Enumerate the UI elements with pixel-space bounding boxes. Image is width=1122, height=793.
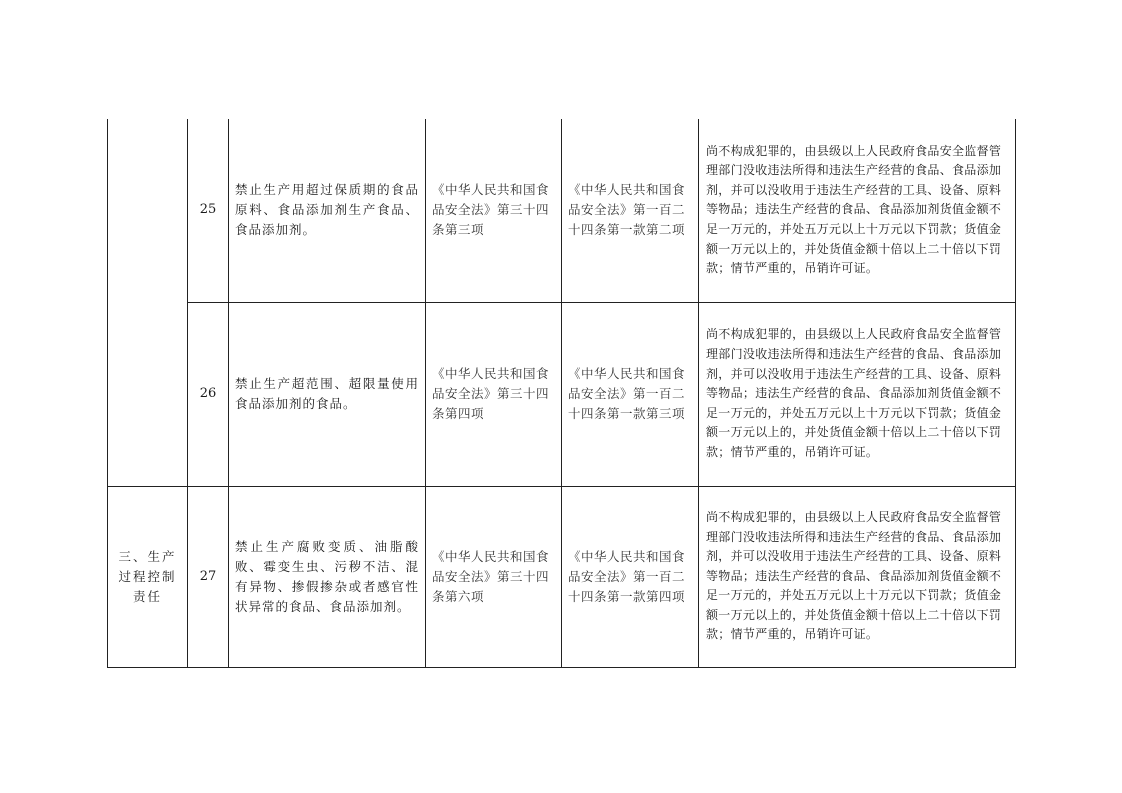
legal-basis: 《中华人民共和国食品安全法》第三十四条第六项 (426, 486, 562, 667)
penalty-text: 尚不构成犯罪的，由县级以上人民政府食品安全监督管理部门没收违法所得和违法生产经营的食品、食品添加剂，并可以没收用于违法生产经营的工具、设备、原料等物品；违法生产经营的食品、食品添加剂货值金额不足一万元的，并处五万元以上十万元以下罚款；货值金额一万元以上的，并处货值金额十倍以上二十倍以下罚款；情节严重的，吊销许可证。 (699, 119, 1016, 302)
penalty-basis: 《中华人民共和国食品安全法》第一百二十四条第一款第二项 (562, 119, 699, 302)
table-row (108, 302, 1016, 486)
duty-content: 禁止生产超范围、超限量使用食品添加剂的食品。 (229, 302, 426, 486)
penalty-text: 尚不构成犯罪的，由县级以上人民政府食品安全监督管理部门没收违法所得和违法生产经营的食品、食品添加剂，并可以没收用于违法生产经营的工具、设备、原料等物品；违法生产经营的食品、食品添加剂货值金额不足一万元的，并处五万元以上十万元以下罚款；货值金额一万元以上的，并处货值金额十倍以上二十倍以下罚款；情节严重的，吊销许可证。 (699, 302, 1016, 486)
duty-content: 禁止生产腐败变质、油脂酸败、霉变生虫、污秽不洁、混有异物、掺假掺杂或者感官性状异常的食品、食品添加剂。 (229, 486, 426, 667)
item-number: 27 (188, 486, 229, 667)
table-row (108, 486, 1016, 667)
item-number: 25 (188, 119, 229, 302)
table-row (108, 119, 1016, 302)
item-number: 26 (188, 302, 229, 486)
penalty-basis: 《中华人民共和国食品安全法》第一百二十四条第一款第四项 (562, 486, 699, 667)
duty-content: 禁止生产用超过保质期的食品原料、食品添加剂生产食品、食品添加剂。 (229, 119, 426, 302)
category-cell-empty (108, 119, 188, 486)
penalty-basis: 《中华人民共和国食品安全法》第一百二十四条第一款第三项 (562, 302, 699, 486)
legal-basis: 《中华人民共和国食品安全法》第三十四条第三项 (426, 119, 562, 302)
category-cell: 三、生产过程控制责任 (108, 486, 188, 667)
penalty-text: 尚不构成犯罪的，由县级以上人民政府食品安全监督管理部门没收违法所得和违法生产经营的食品、食品添加剂，并可以没收用于违法生产经营的工具、设备、原料等物品；违法生产经营的食品、食品添加剂货值金额不足一万元的，并处五万元以上十万元以下罚款；货值金额一万元以上的，并处货值金额十倍以上二十倍以下罚款；情节严重的，吊销许可证。 (699, 486, 1016, 667)
food-safety-duty-table (107, 119, 1016, 668)
legal-basis: 《中华人民共和国食品安全法》第三十四条第四项 (426, 302, 562, 486)
